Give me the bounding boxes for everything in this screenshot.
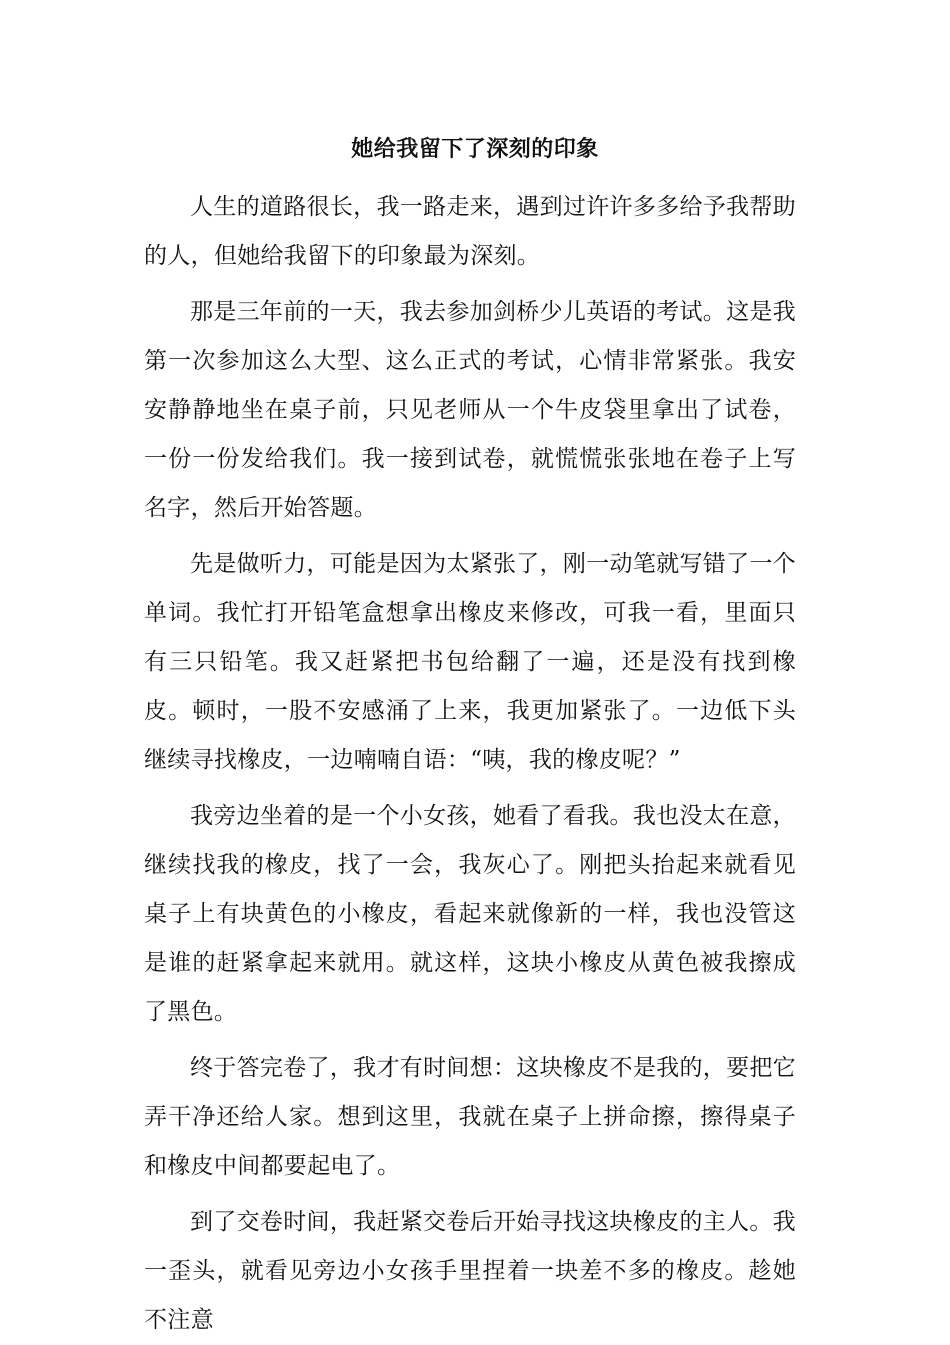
document-body bbox=[144, 183, 796, 1345]
paragraph-1: 人生的道路很长，我一路走来，遇到过许许多多给予我帮助的人，但她给我留下的印象最为深刻。 bbox=[144, 194, 796, 269]
paragraph-3: 先是做听力，可能是因为太紧张了，刚一动笔就写错了一个单词。我忙打开铅笔盒想拿出橡皮来修改，可我一看，里面只有三只铅笔。我又赶紧把书包给翻了一遍，还是没有找到橡皮。顿时，一股不安感涌了上来，我更加紧张了。一边低下头继续寻找橡皮，一边喃喃自语：“咦，我的橡皮呢？” bbox=[144, 551, 796, 773]
paragraph-6: 到了交卷时间，我赶紧交卷后开始寻找这块橡皮的主人。我一歪头，就看见旁边小女孩手里捏着一块差不多的橡皮。趁她不注意 bbox=[144, 1209, 796, 1333]
paragraph-4: 我旁边坐着的是一个小女孩，她看了看我。我也没太在意，继续找我的橡皮，找了一会，我灰心了。刚把头抬起来就看见桌子上有块黄色的小橡皮，看起来就像新的一样，我也没管这是谁的赶紧拿起来就用。就这样，这块小橡皮从黄色被我擦成了黑色。 bbox=[144, 803, 796, 1025]
paragraph-2: 那是三年前的一天，我去参加剑桥少儿英语的考试。这是我第一次参加这么大型、这么正式的考试，心情非常紧张。我安安静静地坐在桌子前，只见老师从一个牛皮袋里拿出了试卷，一份一份发给我们。我一接到试卷，就慌慌张张地在卷子上写名字，然后开始答题。 bbox=[144, 299, 796, 521]
paragraph-5: 终于答完卷了，我才有时间想：这块橡皮不是我的，要把它弄干净还给人家。想到这里，我就在桌子上拼命擦，擦得桌子和橡皮中间都要起电了。 bbox=[144, 1055, 796, 1179]
document-title: 她给我留下了深刻的印象 bbox=[351, 136, 599, 162]
